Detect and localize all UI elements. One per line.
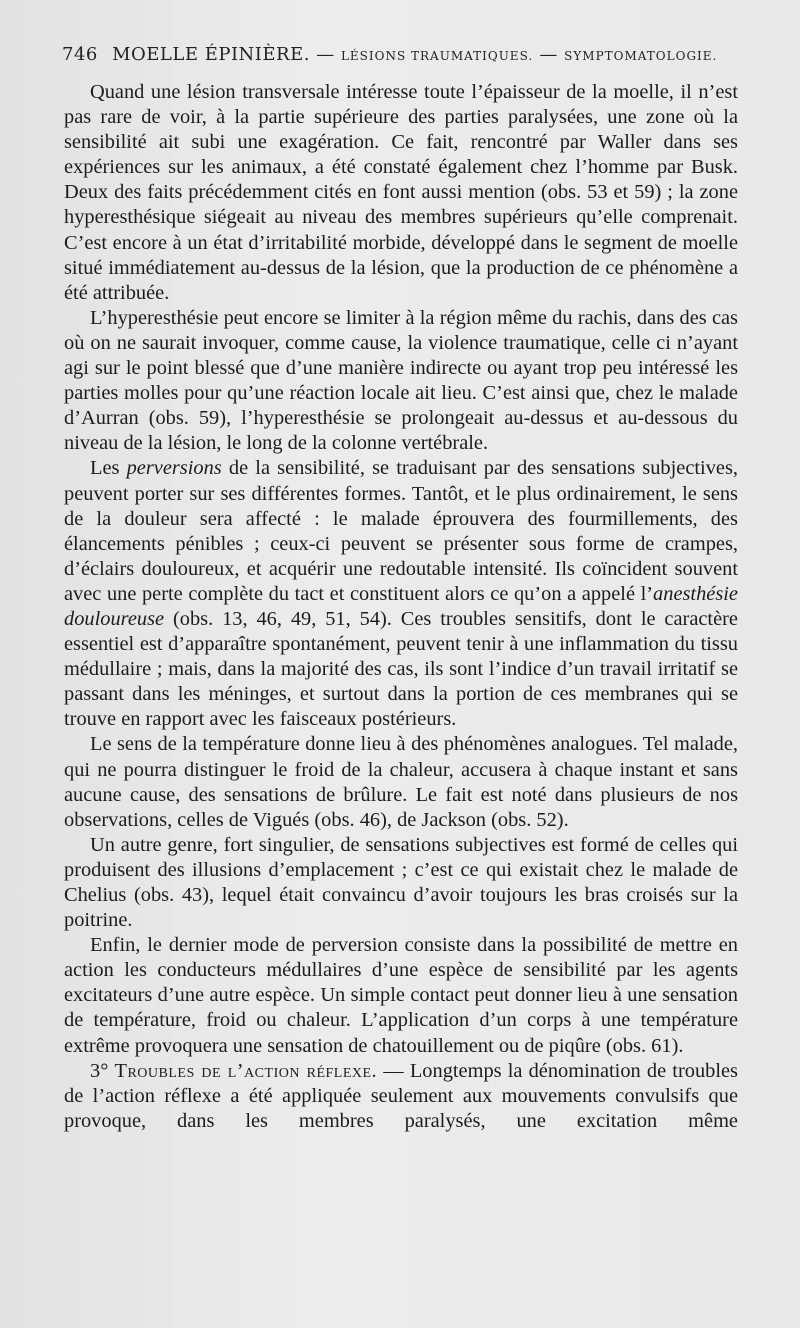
paragraph: Le sens de la température donne lieu à des phénomènes analogues. Tel malade, qui ne pourra distinguer le froid de la chaleur, accusera à chaque instant et sans aucune cause, des sensations de brûlure. Le fait est noté dans plusieurs de nos observations, celles de Vigués (obs. 46), de Jackson (obs. 52). — [64, 733, 738, 831]
paragraph-text: Longtemps la dénomination de troubles de l’action réflexe a été appliquée seulement aux mouvements convulsifs que provoque, dans les membres paralysés, une excitation même — [64, 1059, 738, 1132]
section-number: 3° — [90, 1059, 109, 1082]
italic-term: perversions — [126, 457, 222, 480]
page-body — [64, 80, 738, 1134]
paragraph: Quand une lésion transversale intéresse toute l’épaisseur de la moelle, il n’est pas rare de voir, à la partie supérieure des parties paralysées, une zone où la sensibilité ait subi une exagération. Ce fait, rencontré par Waller dans ses expériences sur les animaux, a été constaté également chez l’homme par Busk. Deux des faits précédemment cités en font aussi mention (obs. 53 et 59) ; la zone hyperesthésique siégeait au niveau des membres supérieurs qu’elle comprenait. C’est encore à un état d’irritabilité morbide, développé dans le segment de moelle situé immédiatement au-dessus de la lésion, que la production de ce phénomène a été attribuée. — [64, 81, 738, 304]
paragraph — [64, 456, 738, 732]
paragraph-text: (obs. 13, 46, 49, 51, 54). Ces troubles sensitifs, dont le caractère essentiel est d’apparaître spontanément, peuvent tenir à une inflammation du tissu médullaire ; mais, dans la majorité des cas, ils sont l’indice d’un travail irritatif se passant dans les méninges, et surtout dans la portion de ces membranes qui se trouve en rapport avec les faisceaux postérieurs. — [64, 607, 738, 731]
section-paragraph — [64, 1059, 738, 1134]
paragraph: Enfin, le dernier mode de perversion consiste dans la possibilité de mettre en action les conducteurs médullaires d’une espèce de sensibilité par les agents excitateurs d’une autre espèce. Un simple contact peut donner lieu à une sensation de température, froid ou chaleur. L’application d’un corps à une température extrême provoquera une sensation de chatouillement ou de piqûre (obs. 61). — [64, 934, 738, 1057]
header-dash: — — [316, 44, 335, 65]
header-subsection: SYMPTOMATOLOGIE. — [564, 49, 718, 63]
paragraph-text: Les — [90, 457, 127, 480]
header-section: LÉSIONS TRAUMATIQUES. — [340, 49, 534, 63]
italic-term: anesthésie douloureuse — [64, 582, 738, 630]
running-header — [62, 44, 742, 65]
page-number: 746 — [62, 44, 98, 65]
paragraph: L’hyperesthésie peut encore se limiter à la région même du rachis, dans des cas où on ne saurait invoquer, comme cause, la violence traumatique, celle ci n’ayant agi sur le point blessé que d’une manière indirecte ou ayant trop peu intéressé les parties molles pour qu’une réaction locale ait lieu. C’est ainsi que, chez le malade d’Aurran (obs. 59), l’hyperesthésie se prolongeait au-dessus et au-dessous du niveau de la lésion, le long de la colonne vertébrale. — [64, 306, 738, 455]
running-title: MOELLE ÉPINIÈRE. — [112, 44, 310, 65]
paragraph-text: de la sensibilité, se traduisant par des sensations subjectives, peuvent porter sur ses différentes formes. Tantôt, et le plus ordinairement, le sens de la douleur sera affecté : le malade éprouvera des fourmillements, des élancements pénibles ; ceux-ci peuvent se présenter sous forme de crampes, d’éclairs douloureux, et acquérir une redoutable intensité. Ils coïncident souvent avec une perte complète du tact et constituent alors ce qu’on a appelé l’ — [64, 457, 738, 605]
header-dash: — — [539, 44, 558, 65]
paragraph: Un autre genre, fort singulier, de sensations subjectives est formé de celles qui produisent des illusions d’emplacement ; c’est ce qui existait chez le malade de Chelius (obs. 43), lequel était convaincu d’avoir toujours les bras croisés sur la poitrine. — [64, 833, 738, 932]
section-heading: Troubles de l’action réflexe. — [114, 1059, 378, 1082]
section-dash: — — [377, 1059, 410, 1082]
